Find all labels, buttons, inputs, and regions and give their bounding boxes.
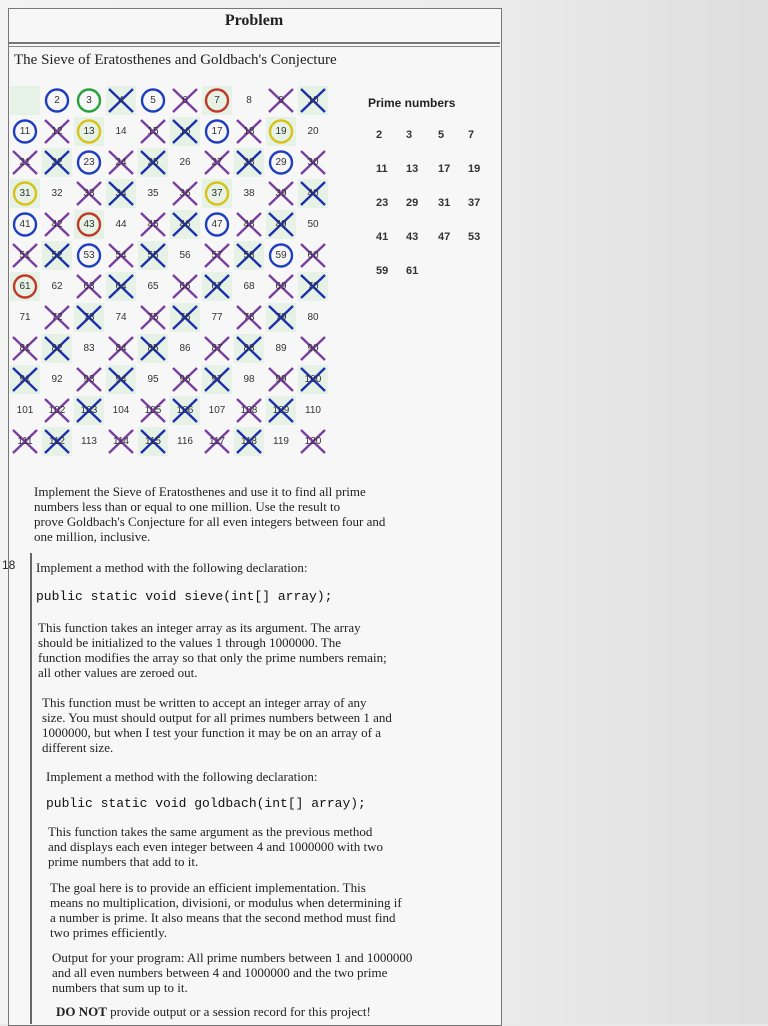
sieve-cell (138, 179, 168, 208)
sieve-cell (74, 86, 104, 115)
sieve-cell-number: 36 (179, 188, 191, 199)
output-line: Output for your program: All prime numbers between 1 and 1000000 (52, 950, 413, 965)
side-number: 18 (2, 558, 16, 572)
sieve-cell (266, 117, 296, 146)
sieve-cell-number: 87 (211, 343, 223, 354)
sieve-cell (74, 241, 104, 270)
sieve-cell-number: 97 (211, 374, 223, 385)
sieve-cell (10, 210, 40, 239)
sieve-cell (234, 272, 264, 301)
sieve-cell-number: 9 (278, 95, 284, 106)
sieve-cell-number: 16 (179, 126, 191, 137)
sieve-cell (266, 365, 296, 394)
sieve-cell (298, 303, 328, 332)
sieve-cell (42, 210, 72, 239)
sieve-cell-number: 96 (179, 374, 191, 385)
intro-line: Implement the Sieve of Eratosthenes and use it to find all prime (34, 484, 366, 499)
sieve-cell-number: 110 (305, 405, 321, 416)
sieve-cell (74, 148, 104, 177)
prime-number: 41 (376, 231, 389, 243)
sieve-cell-number: 35 (147, 188, 159, 199)
sieve-cell-number: 18 (243, 126, 255, 137)
page-title: Problem (8, 8, 500, 44)
sieve-cell-number: 45 (147, 219, 159, 230)
sieve-cell-number: 66 (179, 281, 191, 292)
sieve-cell-number: 26 (179, 157, 191, 168)
sieve-cell (42, 334, 72, 363)
sieve-cell (42, 117, 72, 146)
sieve-cell (170, 272, 200, 301)
sieve-cell (266, 427, 296, 456)
prime-number: 47 (438, 231, 451, 243)
sieve-cell-number: 109 (272, 405, 290, 416)
prime-number: 23 (376, 197, 389, 209)
sieve-cell-number: 51 (19, 250, 31, 261)
sieve-cell (10, 365, 40, 394)
sieve-cell-number: 7 (214, 95, 220, 106)
prime-number: 5 (438, 129, 445, 141)
prime-number: 29 (406, 197, 419, 209)
sieve-cell-number: 107 (208, 405, 226, 416)
sieve-cell (10, 148, 40, 177)
sieve-cell-number: 41 (19, 219, 31, 230)
intro-line: one million, inclusive. (34, 529, 151, 544)
sieve-cell (10, 86, 40, 115)
sieve-cell (170, 148, 200, 177)
method2-desc-line: and displays each even integer between 4 and 1000000 with two (48, 839, 384, 854)
sieve-cell (10, 117, 40, 146)
sieve-cell (10, 334, 40, 363)
method2-desc-line: This function takes the same argument as the previous method (48, 824, 373, 839)
sieve-cell (202, 396, 232, 425)
sieve-cell (298, 272, 328, 301)
sieve-cell (106, 427, 136, 456)
sieve-cell-number: 68 (243, 281, 255, 292)
sieve-cell (106, 241, 136, 270)
prime-number: 19 (468, 163, 481, 175)
sieve-cell (138, 303, 168, 332)
sieve-cell (234, 303, 264, 332)
sieve-cell (266, 396, 296, 425)
sieve-cell-number: 54 (115, 250, 127, 261)
method1-desc-line: function modifies the array so that only the prime numbers remain; (38, 650, 387, 665)
sieve-cell-number: 117 (209, 436, 225, 447)
sieve-cell (42, 148, 72, 177)
sieve-cell (74, 179, 104, 208)
method1-note-line: 1000000, but when I test your function it may be on an array of a (42, 725, 381, 740)
prime-number: 17 (438, 163, 451, 175)
sieve-cell (234, 365, 264, 394)
sieve-cell-number: 113 (81, 436, 97, 447)
sieve-cell (106, 303, 136, 332)
sieve-cell (234, 179, 264, 208)
sieve-cell-number: 48 (243, 219, 255, 230)
sieve-cell-number: 40 (307, 188, 319, 199)
sieve-cell (10, 179, 40, 208)
sieve-cell-number: 27 (211, 157, 223, 168)
sieve-cell (106, 148, 136, 177)
sieve-cell-number: 99 (275, 374, 287, 385)
sieve-cell-number: 58 (243, 250, 255, 261)
prime-number: 3 (406, 129, 413, 141)
sieve-cell-number: 43 (83, 219, 95, 230)
output-line: numbers that sum up to it. (52, 980, 188, 995)
sieve-cell (42, 396, 72, 425)
sieve-cell (74, 303, 104, 332)
sieve-cell-number: 98 (243, 374, 255, 385)
sieve-cell-number: 84 (115, 343, 127, 354)
sieve-cell (170, 303, 200, 332)
sieve-cell (298, 334, 328, 363)
sieve-cell-number: 42 (51, 219, 63, 230)
sieve-cell-number: 47 (211, 219, 223, 230)
sieve-cell (42, 241, 72, 270)
sieve-cell (170, 179, 200, 208)
sieve-cell-number: 101 (16, 405, 34, 416)
sieve-cell-number: 5 (150, 95, 156, 106)
sieve-cell-number: 114 (113, 436, 129, 447)
sieve-cell-number: 14 (115, 126, 127, 137)
method1-desc-line: This function takes an integer array as its argument. The array (38, 620, 361, 635)
sieve-cell (266, 179, 296, 208)
prime-number: 2 (376, 129, 383, 141)
sieve-cell-number: 81 (19, 343, 31, 354)
sieve-cell-number: 12 (51, 126, 63, 137)
sieve-cell (298, 241, 328, 270)
sieve-cell (266, 148, 296, 177)
sieve-cell (74, 427, 104, 456)
sieve-cell (10, 427, 40, 456)
sieve-cell-number: 67 (211, 281, 223, 292)
sieve-cell-number: 52 (51, 250, 63, 261)
sieve-cell (202, 365, 232, 394)
sieve-cell-number: 25 (147, 157, 159, 168)
sieve-cell (170, 365, 200, 394)
sieve-cell-number: 2 (54, 95, 60, 106)
sieve-cell (266, 334, 296, 363)
sieve-cell (42, 179, 72, 208)
sieve-cell (234, 427, 264, 456)
sieve-cell-number: 55 (147, 250, 159, 261)
sieve-cell (202, 86, 232, 115)
sieve-cell-number: 120 (304, 436, 322, 447)
sieve-cell-number: 10 (307, 95, 319, 106)
sieve-cell (202, 427, 232, 456)
sieve-cell (74, 210, 104, 239)
sieve-cell (266, 210, 296, 239)
sieve-cell (202, 148, 232, 177)
sieve-cell-number: 30 (307, 157, 319, 168)
sieve-cell-number: 61 (19, 281, 31, 292)
sieve-cell-number: 106 (176, 405, 194, 416)
sieve-cell (138, 334, 168, 363)
sieve-cell-number: 56 (179, 250, 191, 261)
sieve-cell-number: 88 (243, 343, 255, 354)
sieve-cell (106, 272, 136, 301)
sieve-cell (138, 427, 168, 456)
sieve-cell-number: 15 (147, 126, 159, 137)
sieve-cell (74, 272, 104, 301)
goal-line: means no multiplication, divisioni, or modulus when determining if (50, 895, 402, 910)
goal-line: two primes efficiently. (50, 925, 167, 940)
sieve-cell-number: 103 (80, 405, 98, 416)
prime-number: 53 (468, 231, 481, 243)
sieve-cell-number: 111 (17, 436, 33, 447)
sieve-cell (138, 210, 168, 239)
sieve-cell-number: 72 (51, 312, 63, 323)
sieve-cell-number: 38 (243, 188, 255, 199)
sieve-cell (106, 179, 136, 208)
sieve-cell (106, 334, 136, 363)
sieve-cell-number: 62 (51, 281, 63, 292)
sieve-cell-number: 3 (86, 95, 92, 106)
sieve-cell (74, 334, 104, 363)
sieve-cell-number: 74 (115, 312, 127, 323)
sieve-cell (298, 365, 328, 394)
sieve-cell-number: 60 (307, 250, 319, 261)
sieve-cell-number: 85 (147, 343, 159, 354)
sieve-cell (202, 210, 232, 239)
sieve-cell-number: 70 (307, 281, 319, 292)
sieve-cell (266, 303, 296, 332)
sieve-cell-number: 13 (83, 126, 95, 137)
sieve-cell-number: 22 (51, 157, 63, 168)
sieve-cell-number: 46 (179, 219, 191, 230)
sieve-cell (10, 396, 40, 425)
sieve-cell (106, 86, 136, 115)
method1-label: Implement a method with the following declaration: (36, 560, 308, 575)
sieve-cell (234, 210, 264, 239)
sieve-cell (234, 117, 264, 146)
sieve-cell (266, 272, 296, 301)
method1-desc-line: should be initialized to the values 1 through 1000000. The (38, 635, 342, 650)
sieve-grid (10, 86, 330, 472)
sieve-cell-number: 82 (51, 343, 63, 354)
method1-note-line: This function must be written to accept an integer array of any (42, 695, 367, 710)
sieve-cell-number: 39 (275, 188, 287, 199)
sieve-cell-number: 32 (51, 188, 63, 199)
sieve-cell-number: 29 (275, 157, 287, 168)
sieve-cell-number: 95 (147, 374, 159, 385)
sieve-cell-number: 64 (115, 281, 127, 292)
sieve-cell-number: 6 (182, 95, 188, 106)
sieve-cell (42, 427, 72, 456)
sieve-cell (138, 365, 168, 394)
sieve-cell-number: 83 (83, 343, 95, 354)
method2-label: Implement a method with the following declaration: (46, 769, 318, 784)
method2-code: public static void goldbach(int[] array); (46, 796, 366, 811)
sieve-cell (74, 396, 104, 425)
method1-code: public static void sieve(int[] array); (36, 589, 333, 604)
sieve-cell-number: 65 (147, 281, 159, 292)
method1-note-line: size. You must should output for all primes numbers between 1 and (42, 710, 392, 725)
sieve-cell (42, 365, 72, 394)
sieve-cell-number: 91 (19, 374, 31, 385)
final-note-rest: provide output or a session record for this project! (106, 1004, 371, 1019)
sieve-cell (234, 148, 264, 177)
sieve-cell (202, 303, 232, 332)
sieve-cell (74, 365, 104, 394)
sieve-cell (234, 86, 264, 115)
final-note-bold: DO NOT (56, 1004, 107, 1019)
sieve-cell-number: 57 (211, 250, 223, 261)
sieve-cell (234, 241, 264, 270)
sieve-cell-number: 50 (307, 219, 319, 230)
sieve-cell (170, 241, 200, 270)
sieve-cell (298, 396, 328, 425)
sieve-cell (170, 334, 200, 363)
sieve-cell (106, 117, 136, 146)
sieve-cell-number: 80 (307, 312, 319, 323)
sieve-cell-number: 17 (211, 126, 223, 137)
sieve-cell-number: 31 (19, 188, 31, 199)
sieve-cell-number: 90 (307, 343, 319, 354)
sieve-cell (298, 179, 328, 208)
prime-numbers-title: Prime numbers (368, 96, 456, 110)
sieve-cell (266, 241, 296, 270)
prime-number: 37 (468, 197, 481, 209)
sieve-cell-number: 53 (83, 250, 95, 261)
sieve-cell-number: 69 (275, 281, 287, 292)
sieve-cell (138, 117, 168, 146)
goal-line: The goal here is to provide an efficient implementation. This (50, 880, 366, 895)
sieve-cell (10, 303, 40, 332)
sieve-cell (10, 241, 40, 270)
sieve-cell (170, 396, 200, 425)
sieve-cell (170, 427, 200, 456)
sieve-cell-number: 73 (83, 312, 95, 323)
sieve-cell-number: 37 (211, 188, 223, 199)
sieve-cell (42, 86, 72, 115)
sieve-cell (170, 86, 200, 115)
sieve-cell-number: 75 (147, 312, 159, 323)
sieve-cell-number: 24 (115, 157, 127, 168)
sieve-cell-number: 59 (275, 250, 287, 261)
sieve-cell-number: 104 (112, 405, 130, 416)
sieve-cell-number: 11 (19, 126, 31, 137)
prime-number: 7 (468, 129, 475, 141)
sieve-cell-number: 23 (83, 157, 95, 168)
prime-number: 59 (376, 265, 389, 277)
sieve-cell (234, 396, 264, 425)
sieve-cell (298, 86, 328, 115)
sieve-cell-number: 100 (304, 374, 322, 385)
sieve-cell-number: 86 (179, 343, 191, 354)
method2-desc-line: prime numbers that add to it. (48, 854, 199, 869)
sieve-cell-number: 63 (83, 281, 95, 292)
sieve-cell (138, 272, 168, 301)
method1-note-line: different size. (42, 740, 114, 755)
sieve-cell-number: 89 (275, 343, 287, 354)
sieve-cell-number: 49 (275, 219, 287, 230)
sieve-cell (138, 86, 168, 115)
sieve-cell-number: 4 (118, 95, 124, 106)
sieve-cell (138, 148, 168, 177)
sieve-cell (202, 272, 232, 301)
sieve-cell (298, 210, 328, 239)
sieve-cell (298, 427, 328, 456)
sieve-cell (170, 117, 200, 146)
prime-number: 13 (406, 163, 419, 175)
sieve-cell (202, 241, 232, 270)
sieve-cell (170, 210, 200, 239)
sieve-cell (202, 117, 232, 146)
sieve-cell (266, 86, 296, 115)
sieve-cell-number: 19 (275, 126, 287, 137)
sieve-cell (234, 334, 264, 363)
sieve-cell (42, 303, 72, 332)
sieve-cell-number: 118 (241, 436, 257, 447)
sieve-cell (42, 272, 72, 301)
sieve-cell-number: 108 (240, 405, 258, 416)
sieve-cell-number: 105 (144, 405, 162, 416)
sieve-cell-number: 28 (243, 157, 255, 168)
prime-number: 61 (406, 265, 419, 277)
sieve-cell (298, 148, 328, 177)
sieve-cell-number: 102 (48, 405, 66, 416)
sieve-cell (74, 117, 104, 146)
sieve-cell (298, 117, 328, 146)
sieve-cell (202, 179, 232, 208)
goal-line: a number is prime. It also means that the second method must find (50, 910, 396, 925)
sieve-cell-number: 116 (177, 436, 193, 447)
prime-number: 11 (376, 163, 388, 175)
sieve-cell-number: 94 (115, 374, 127, 385)
sieve-cell-number: 71 (19, 312, 31, 323)
prime-number: 43 (406, 231, 419, 243)
sieve-cell (202, 334, 232, 363)
sieve-cell (106, 365, 136, 394)
sieve-cell-number: 115 (145, 436, 161, 447)
sieve-cell-number: 76 (179, 312, 191, 323)
divider (8, 46, 500, 47)
sieve-cell (138, 241, 168, 270)
output-line: and all even numbers between 4 and 1000000 and the two prime (52, 965, 388, 980)
sieve-cell-number: 34 (115, 188, 127, 199)
sieve-cell-number: 119 (273, 436, 289, 447)
prime-number: 31 (438, 197, 451, 209)
sieve-cell-number: 21 (19, 157, 31, 168)
sieve-cell-number: 93 (83, 374, 95, 385)
problem-title: The Sieve of Eratosthenes and Goldbach's Conjecture (14, 52, 337, 68)
sieve-cell-number: 8 (246, 95, 252, 106)
sieve-cell-number: 33 (83, 188, 95, 199)
sieve-cell-number: 79 (275, 312, 287, 323)
sieve-cell-number: 78 (243, 312, 255, 323)
final-note (56, 1004, 371, 1019)
sieve-cell (106, 210, 136, 239)
sieve-cell (106, 396, 136, 425)
intro-line: prove Goldbach's Conjecture for all even integers between four and (34, 514, 386, 529)
sieve-cell-number: 20 (307, 126, 319, 137)
sieve-cell (10, 272, 40, 301)
method1-desc-line: all other values are zeroed out. (38, 665, 198, 680)
sieve-cell (138, 396, 168, 425)
sieve-cell-number: 92 (51, 374, 63, 385)
sieve-cell-number: 112 (49, 436, 65, 447)
section-bar (30, 553, 32, 1024)
intro-line: numbers less than or equal to one million. Use the result to (34, 499, 341, 514)
sieve-cell-number: 77 (211, 312, 223, 323)
sieve-cell-number: 44 (115, 219, 127, 230)
